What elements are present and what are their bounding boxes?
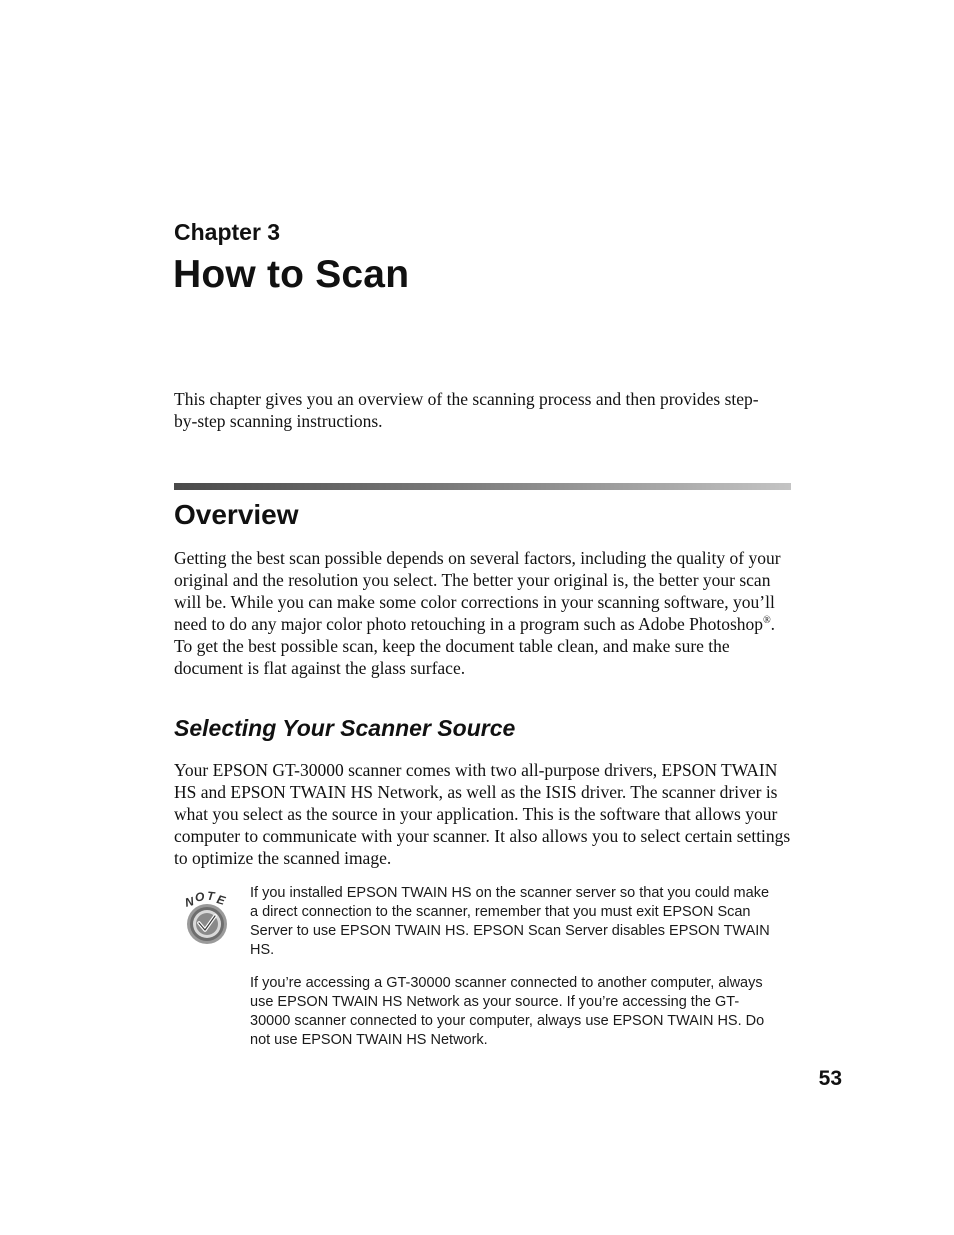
note-paragraph-2: If you’re accessing a GT-30000 scanner connected to another computer, always use EPSON TWAIN HS Network as your source. If you’re accessing the GT-30000 scanner connected to your computer, always use EPSON TWAIN HS. Do not use EPSON TWAIN HS Network.: [250, 975, 765, 1048]
svg-text:E: E: [215, 892, 227, 908]
svg-text:T: T: [206, 888, 216, 904]
chapter-title: How to Scan: [173, 253, 410, 296]
page-number: 53: [818, 1067, 842, 1090]
svg-text:O: O: [194, 889, 205, 905]
registered-mark: ®: [763, 615, 771, 627]
chapter-label: Chapter 3: [174, 219, 281, 245]
scanner-source-paragraph: Your EPSON GT-30000 scanner comes with two all-purpose drivers, EPSON TWAIN HS and EPSON TWAIN HS Network, as well as the ISIS driver. The scanner driver is what you select as the source in your application. This is the software that allows your computer to communicate with your scanner. It also allows you to select certain settings to optimize the scanned image.: [174, 760, 791, 868]
scanner-source-heading: Selecting Your Scanner Source: [174, 715, 516, 741]
section-divider: [174, 483, 791, 490]
overview-text-part-1: Getting the best scan possible depends on several factors, including the quality of your original and the resolution you select. The better your original is, the better your scan will be. While you can make some color corrections in your scanning software, you’ll need to do any major color photo retouching in a program such as Adobe Photoshop: [174, 548, 781, 634]
intro-paragraph: This chapter gives you an overview of the scanning process and then provides step-by-step scanning instructions.: [174, 389, 759, 431]
overview-heading: Overview: [174, 499, 299, 530]
overview-paragraph: [174, 547, 794, 679]
svg-text:N: N: [183, 894, 196, 910]
note-paragraph-1: If you installed EPSON TWAIN HS on the scanner server so that you could make a direct connection to the scanner, remember that you must exit EPSON Scan Server to use EPSON TWAIN HS. EPSON Scan Server disables EPSON TWAIN HS.: [250, 885, 770, 958]
overview-text-part-2: . To get the best possible scan, keep the document table clean, and make sure the document is flat against the glass surface.: [174, 614, 776, 678]
note-checkmark-icon: [182, 887, 234, 945]
